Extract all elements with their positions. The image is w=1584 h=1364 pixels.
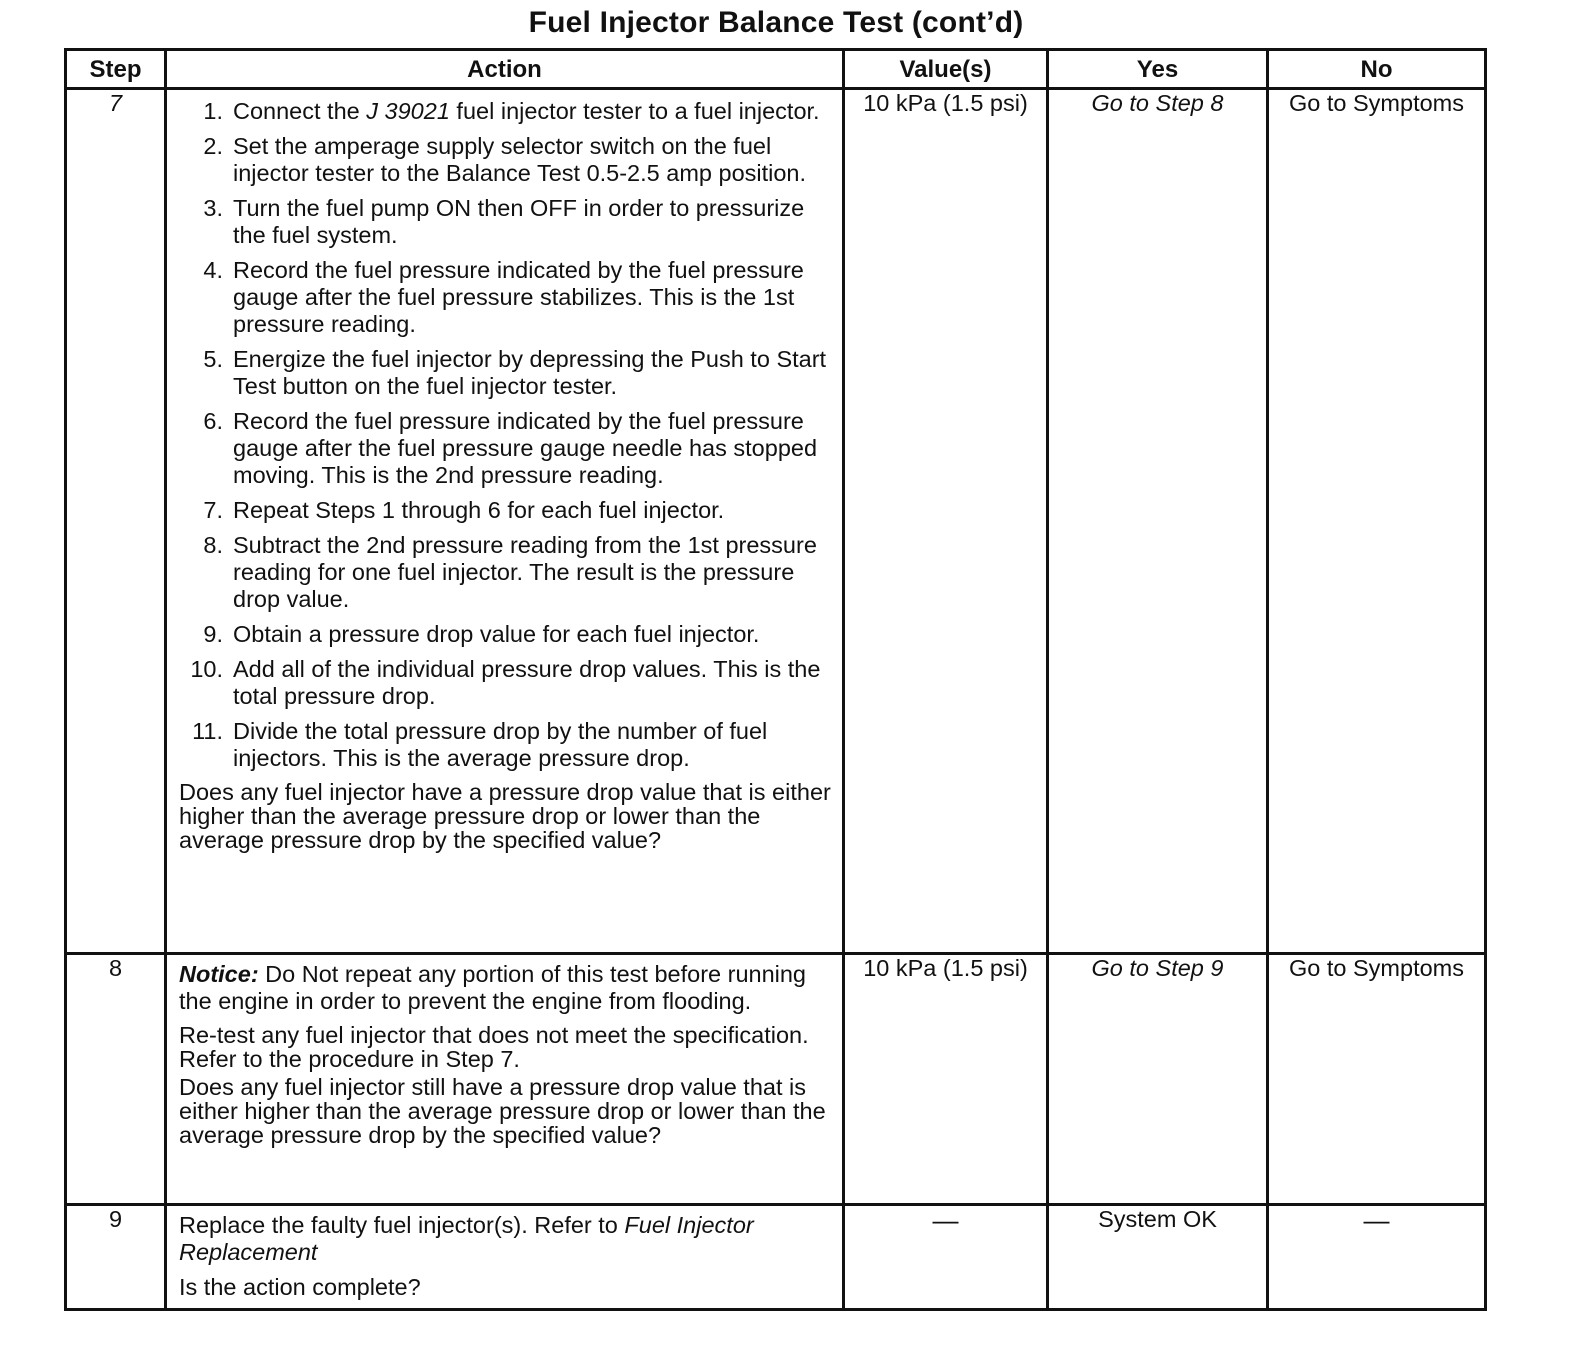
question-text: Is the action complete? [179,1274,421,1300]
yes-link[interactable]: Go to Step 8 [1048,89,1268,954]
list-item: 9. Obtain a pressure drop value for each fuel injector. [203,621,760,647]
procedure-table [64,48,1487,1311]
tool-reference: J 39021 [366,98,450,124]
question-text: Does any fuel injector still have a pressure drop value that is either higher than the average pressure drop or lower than the average pressure drop by the specified value? [179,1074,826,1148]
action-text: Replace the faulty fuel injector(s). Refer to Fuel Injector Replacement [179,1212,754,1265]
no-result: — [1268,1205,1486,1310]
list-item: 6. Record the fuel pressure indicated by the fuel pressure gauge after the fuel pressure gauge needle has stopped moving. This is the 2nd pressure reading. [203,408,818,488]
value-cell: — [844,1205,1048,1310]
value-cell: 10 kPa (1.5 psi) [844,954,1048,1205]
yes-result: System OK [1048,1205,1268,1310]
header-values: Value(s) [844,50,1048,89]
table-row-step-9 [66,1205,1486,1310]
action-cell [166,89,844,954]
table-header-row [66,50,1486,89]
no-link[interactable]: Go to Symptoms [1268,954,1486,1205]
list-item: 2. Set the amperage supply selector switch on the fuel injector tester to the Balance Test 0.5-2.5 amp position. [203,133,807,186]
retest-text: Re-test any fuel injector that does not meet the specification. Refer to the procedure in Step 7. [179,1022,809,1072]
substep-list [179,98,834,772]
list-item: 3. Turn the fuel pump ON then OFF in order to pressurize the fuel system. [203,195,805,248]
notice-text: Notice: Do Not repeat any portion of this test before running the engine in order to prevent the engine from flooding. [179,961,807,1014]
header-no: No [1268,50,1486,89]
value-cell: 10 kPa (1.5 psi) [844,89,1048,954]
list-item: 10. Add all of the individual pressure drop values. This is the total pressure drop. [190,656,821,709]
no-link[interactable]: Go to Symptoms [1268,89,1486,954]
question-text: Does any fuel injector have a pressure drop value that is either higher than the average pressure drop or lower than the average pressure drop by the specified value? [179,779,831,853]
header-action: Action [166,50,844,89]
notice-label: Notice: [179,961,259,987]
yes-link[interactable]: Go to Step 9 [1048,954,1268,1205]
list-item: 4. Record the fuel pressure indicated by the fuel pressure gauge after the fuel pressure stabilizes. This is the 1st pressure reading. [203,257,804,337]
list-item: 8. Subtract the 2nd pressure reading from the 1st pressure reading for one fuel injector. The result is the pressure drop value. [203,532,817,612]
procedure-reference[interactable]: Fuel Injector Replacement [179,1212,754,1265]
header-yes: Yes [1048,50,1268,89]
list-item: 5. Energize the fuel injector by depressing the Push to Start Test button on the fuel injector tester. [203,346,827,399]
step-number: 7 [66,89,166,954]
table-row-step-7 [66,89,1486,954]
step-number: 9 [66,1205,166,1310]
action-cell [166,1205,844,1310]
page-title: Fuel Injector Balance Test (cont’d) [528,6,1024,39]
list-item: 1. Connect the J 39021 fuel injector tester to a fuel injector. [203,98,820,124]
step-number: 8 [66,954,166,1205]
header-step: Step [66,50,166,89]
list-item: 7. Repeat Steps 1 through 6 for each fuel injector. [203,497,725,523]
list-item: 11. Divide the total pressure drop by the number of fuel injectors. This is the average pressure drop. [192,718,768,771]
action-cell [166,954,844,1205]
table-row-step-8 [66,954,1486,1205]
